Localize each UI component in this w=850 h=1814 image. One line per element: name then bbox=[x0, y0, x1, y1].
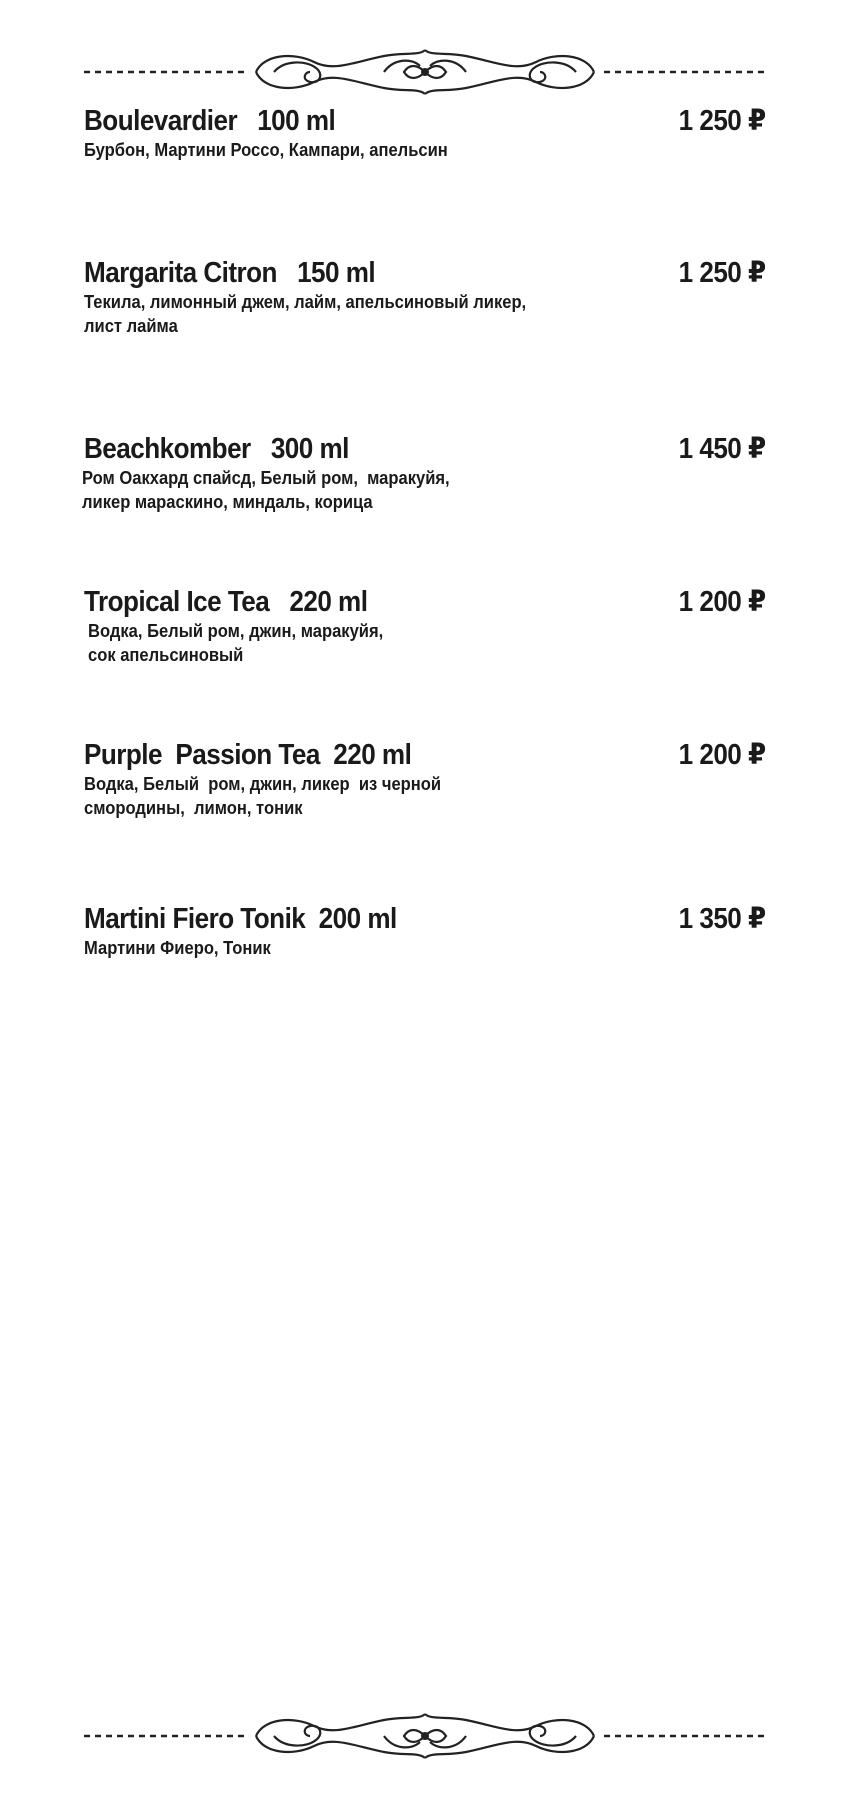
item-description bbox=[84, 290, 526, 338]
flourish-divider-icon bbox=[84, 42, 766, 102]
item-name: Purple Passion Tea 220 ml bbox=[84, 739, 412, 771]
item-name: Margarita Citron 150 ml bbox=[84, 257, 376, 289]
menu-item bbox=[84, 902, 766, 962]
item-price: 1 250 ₽ bbox=[679, 257, 766, 289]
item-name: Beachkomber 300 ml bbox=[84, 433, 349, 465]
item-price: 1 350 ₽ bbox=[679, 903, 766, 935]
menu-item bbox=[84, 585, 766, 669]
description-line: Водка, Белый ром, джин, маракуйя, bbox=[88, 621, 384, 641]
item-price: 1 200 ₽ bbox=[679, 586, 766, 618]
menu-item bbox=[84, 256, 766, 340]
item-description bbox=[84, 772, 441, 820]
flourish-divider-icon bbox=[84, 1706, 766, 1766]
description-line: ликер мараскино, миндаль, корица bbox=[82, 492, 373, 512]
description-line: Ром Оакхард спайсд, Белый ром, маракуйя, bbox=[82, 468, 450, 488]
item-description bbox=[84, 138, 448, 162]
description-line: Водка, Белый ром, джин, ликер из черной bbox=[84, 774, 442, 794]
menu-item bbox=[84, 738, 766, 822]
item-name: Martini Fiero Tonik 200 ml bbox=[84, 903, 397, 935]
description-line: лист лайма bbox=[84, 316, 178, 336]
item-price: 1 250 ₽ bbox=[679, 105, 766, 137]
item-price: 1 200 ₽ bbox=[679, 739, 766, 771]
menu-item bbox=[84, 432, 766, 516]
item-name: Tropical Ice Tea 220 ml bbox=[84, 586, 368, 618]
description-line: Бурбон, Мартини Россо, Кампари, апельсин bbox=[84, 140, 448, 160]
item-description bbox=[84, 936, 271, 960]
top-flourish-divider bbox=[84, 42, 766, 102]
item-description bbox=[88, 619, 383, 667]
description-line: Текила, лимонный джем, лайм, апельсиновый ликер, bbox=[84, 292, 527, 312]
description-line: сок апельсиновый bbox=[88, 645, 244, 665]
menu-item bbox=[84, 104, 766, 164]
bottom-flourish-divider bbox=[84, 1706, 766, 1766]
item-price: 1 450 ₽ bbox=[679, 433, 766, 465]
description-line: смородины, лимон, тоник bbox=[84, 798, 303, 818]
item-description bbox=[82, 466, 450, 514]
description-line: Мартини Фиеро, Тоник bbox=[84, 938, 271, 958]
item-name: Boulevardier 100 ml bbox=[84, 105, 336, 137]
